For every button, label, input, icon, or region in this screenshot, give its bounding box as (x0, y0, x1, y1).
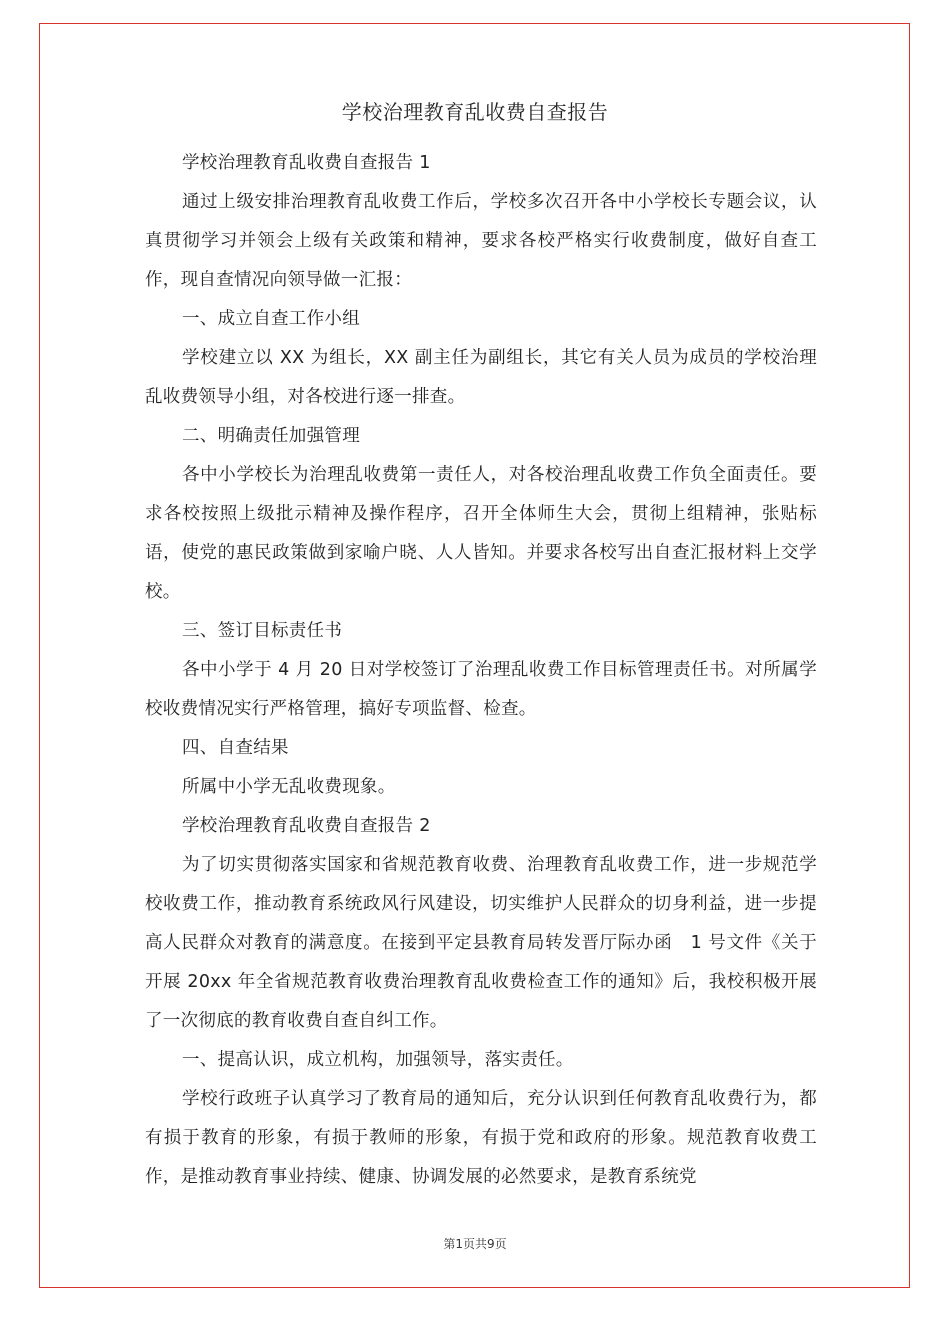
paragraph: 为了切实贯彻落实国家和省规范教育收费、治理教育乱收费工作，进一步规范学校收费工作，推动教育系统政风行风建设，切实维护人民群众的切身利益，进一步提高人民群众对教育的满意度。在接到平定县教育局转发晋厅际办函 1 号文件《关于开展 20xx 年全省规范教育收费治理教育乱收费检查工作的通知》后，我校积极开展了一次彻底的教育收费自查自纠工作。 (145, 855, 817, 1031)
document-body (145, 144, 817, 1197)
paragraph: 学校行政班子认真学习了教育局的通知后，充分认识到任何教育乱收费行为，都有损于教育的形象，有损于教师的形象，有损于党和政府的形象。规范教育收费工作，是推动教育事业持续、健康、协调发展的必然要求，是教育系统党 (145, 1089, 817, 1187)
paragraph: 学校建立以 XX 为组长，XX 副主任为副组长，其它有关人员为成员的学校治理乱收费领导小组，对各校进行逐一排查。 (145, 348, 817, 407)
section-heading-report-1: 学校治理教育乱收费自查报告 1 (182, 153, 431, 173)
paragraph: 各中小学于 4 月 20 日对学校签订了治理乱收费工作目标管理责任书。对所属学校收费情况实行严格管理，搞好专项监督、检查。 (145, 660, 817, 719)
paragraph: 各中小学校长为治理乱收费第一责任人，对各校治理乱收费工作负全面责任。要求各校按照上级批示精神及操作程序，召开全体师生大会，贯彻上组精神，张贴标语，使党的惠民政策做到家喻户晓、人人皆知。并要求各校写出自查汇报材料上交学校。 (145, 465, 817, 602)
section-heading: 一、提高认识，成立机构，加强领导，落实责任。 (182, 1050, 574, 1070)
section-heading: 三、签订目标责任书 (182, 621, 343, 641)
section-heading-report-2: 学校治理教育乱收费自查报告 2 (182, 816, 431, 836)
paragraph: 所属中小学无乱收费现象。 (182, 777, 396, 797)
section-heading: 四、自查结果 (182, 738, 289, 758)
page-number-footer: 第1页共9页 (443, 1237, 507, 1251)
document-title: 学校治理教育乱收费自查报告 (341, 100, 609, 124)
paragraph-intro: 通过上级安排治理教育乱收费工作后，学校多次召开各中小学校长专题会议，认真贯彻学习并领会上级有关政策和精神，要求各校严格实行收费制度，做好自查工作，现自查情况向领导做一汇报： (145, 192, 817, 290)
section-heading: 二、明确责任加强管理 (182, 426, 360, 446)
section-heading: 一、成立自查工作小组 (182, 309, 360, 329)
